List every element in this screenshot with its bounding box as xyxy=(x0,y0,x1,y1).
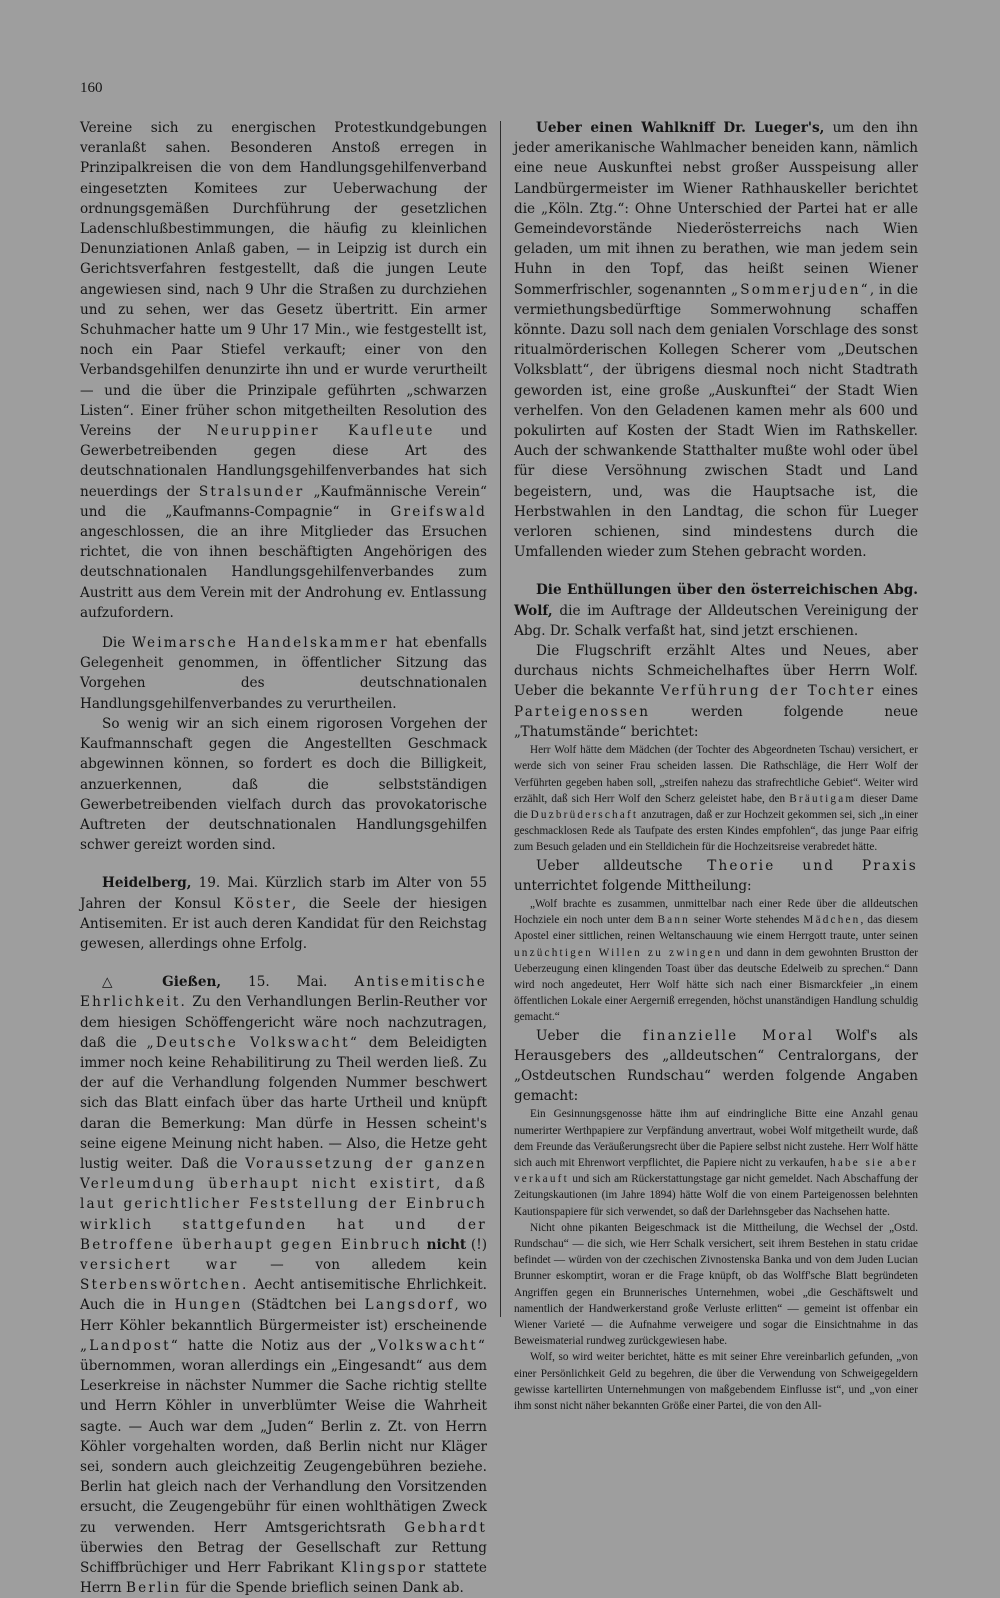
text: dieser Dame die xyxy=(514,792,918,821)
spaced-text: Berlin xyxy=(125,1580,182,1597)
quote-tochter xyxy=(514,742,918,855)
text: anzutragen, daß er zur Hochzeit gekommen sei, sich „in einer geschmacklosen Rede als Taufpate des ersten Kindes empfohlen“, das junge Paar eifrig zum Besuch geladen und ein Stelldichein für die Hochzeitsreise verabredet hätte. xyxy=(514,808,919,854)
spaced-text: unzüchtigen Willen zu zwingen xyxy=(514,946,723,959)
spaced-text: Mädchen xyxy=(803,914,861,927)
text: , die Seele der hiesigen Antisemiten. Er ist auch deren Kandidat für den Reichstag gewesen, allerdings ohne Erfolg. xyxy=(80,895,487,952)
text: Ueber die xyxy=(536,1027,622,1044)
article-heading: Die Enthüllungen über den österreichischen Abg. Wolf, xyxy=(514,582,918,619)
text: Ueber alldeutsche xyxy=(536,857,683,874)
text: Vereine sich zu energischen Protestkundgebungen veranlaßt sahen. Besonderen Anstoß erregen in Prinzipalkreisen die von dem Handlungsgehilfenverband eingesetzten Komitees zur Ueberwachung der ordnungsgemäßen Durchführung der gesetzlichen Ladenschlußbestimmungen, die häufig zu kleinlichen Denunziationen Anlaß gaben, — in Leipzig ist durch ein Gerichtsverfahren festgestellt, daß die jungen Leute angewiesen sind, nach 9 Uhr die Straßen zu durchziehen und zu sehen, wer das Gesetz übertritt. Ein armer Schuhmacher hatte um 9 Uhr 17 Min., wie festgestellt ist, noch ein Paar Stiefel verkauft; einer von den Verbandsgehilfen denunzirte ihn und er wurde verurtheilt — und die über die Prinzipale geführten „schwarzen Listen“. Einer früher schon mitgetheilten Resolution des Vereins der xyxy=(80,120,487,440)
spaced-text: finanzielle Moral xyxy=(642,1027,815,1044)
spaced-text: habe sie aber verkauft xyxy=(514,1156,918,1186)
spaced-text: Köster xyxy=(233,895,292,912)
text: , das diesem Apostel einer sittlichen, reinen Weltanschauung wie einem Herrgott traute, unter seinen xyxy=(514,914,919,943)
text: seiner Worte stehendes xyxy=(694,914,800,927)
text: dem Beleidigten immer noch keine Rehabilitirung zu Theil werden ließ. Zu der auf die Verhandlung folgenden Nummer beschwert sich das Blatt einfach über das harte Urtheil und knüpft daran die Bemerkung: Man dürfe in Hessen scheint's seine eigene Meinung nicht haben. — Also, die Hetze geht lustig weiter. Daß die xyxy=(80,1034,488,1172)
paragraph-moral xyxy=(514,1026,918,1107)
spaced-text: Theorie und Praxis xyxy=(707,857,918,874)
spaced-text: „Deutsche Volkswacht“ xyxy=(146,1034,359,1051)
text: überwies den Betrag der Gesellschaft zur Rettung Schiffbrüchiger und Herr Fabrikant xyxy=(80,1539,487,1577)
article-heading: Heidelberg, xyxy=(102,875,192,892)
text: Zu den Verhandlungen Berlin-Reuther vor dem hiesigen Schöffengericht wäre noch nachzutragen, daß die xyxy=(80,994,487,1051)
spaced-text: Hungen xyxy=(174,1297,243,1314)
spaced-text: „Landpost“ xyxy=(80,1337,180,1354)
paragraph-flugschrift xyxy=(514,641,918,742)
bold-text: nicht xyxy=(426,1236,467,1253)
right-column xyxy=(514,118,918,1414)
spaced-text: Bräutigam xyxy=(789,792,857,805)
spaced-text: Parteigenossen xyxy=(514,703,651,720)
paragraph-kaufmannschaft xyxy=(80,714,487,855)
text: eines xyxy=(881,683,918,700)
text: „Wolf brachte es zusammen, unmittelbar nach einer Rede über die alldeutschen Hochziele ein noch unter dem xyxy=(514,897,918,927)
paragraph-protest xyxy=(80,118,487,623)
spaced-text: „Sommerjuden“ xyxy=(730,281,870,298)
text: Die xyxy=(102,635,126,652)
spaced-text: Klingspor xyxy=(340,1560,428,1577)
text: für die Spende brieflich seinen Dank ab. xyxy=(185,1580,464,1597)
spaced-text: Voraussetzung der ganzen Verleumdung überhaupt nicht existirt, daß laut gerichtlicher Feststellung der Einbruch wirklich stattgefunden hat und der Betroffene überhaupt gegen Einbruch xyxy=(80,1155,488,1253)
quote-ehre: Wolf, so wird weiter berichtet, hätte es mit seiner Ehre vereinbarlich gefunden, „von einer Persönlichkeit Geld zu begehren, die über die Verwendung von Schweigegeldern gewisse kartellirten Unternehmungen von maßgebendem Einflusse ist“, und „von einer ihm sonst nicht näher bekannten Größe einer Partei, die von den All- xyxy=(514,1351,918,1413)
text: Herr Wolf hätte dem Mädchen (der Tochter des Abgeordneten Tschau) versichert, er werde sich von seiner Frau scheiden lassen. Die Rathschläge, die Herr Wolf der Verführten gegeben haben soll, „streifen nahezu das strafrechtliche Gebiet“. Weiter wird erzählt, daß sich Herr Wolf den Scherz geleistet habe, den xyxy=(514,744,918,805)
text: unterrichtet folgende Mittheilung: xyxy=(514,877,752,894)
quote-wechsel: Nicht ohne pikanten Beigeschmack ist die Mittheilung, die Wechsel der „Ostd. Rundschau“ — die sich, wie Herr Schalk versichert, seit ihrem Bestehen in statu cridae befindet — würden von der czechischen Zivnostenska Banka und von dem Juden Lucian Brunner eskomptirt, woran er die Frage knüpft, ob das Wolff'sche Blatt begründeten Angriffen gegen ein Brunnerisches Unternehmen, wobei „die Geschäftswelt und namentlich der Handwerkerstand große Verluste erlitten“ — gemeint ist offenbar ein Wiener Varieté — die Aufnahme verweigere und sogar die Einsichtnahme in das Beweismaterial rundweg zurückgewiesen habe. xyxy=(514,1221,918,1348)
text: die im Auftrage der Alldeutschen Vereinigung der Abg. Dr. Schalk verfaßt hat, sind jetzt erschienen. xyxy=(514,602,918,639)
paragraph-theorie xyxy=(514,856,918,896)
article-heading: Ueber einen Wahlkniff Dr. Lueger's, xyxy=(536,120,825,136)
text: hatte die Notiz aus der xyxy=(188,1337,362,1354)
spaced-text: Bann xyxy=(657,914,690,927)
article-heidelberg xyxy=(80,873,487,954)
article-lueger xyxy=(514,118,918,562)
spaced-text: versichert war xyxy=(80,1256,239,1273)
spaced-text: Gebhardt xyxy=(404,1519,487,1536)
text: stattete Herrn xyxy=(80,1560,487,1597)
spaced-text: Langsdorf xyxy=(364,1297,455,1314)
page-number: 160 xyxy=(80,80,103,96)
text: , wo Herr Köhler bekanntlich Bürgermeister ist) erscheinende xyxy=(80,1297,488,1334)
spaced-text: Verführung der Tochter xyxy=(660,683,876,700)
spaced-text: „Volkswacht“ xyxy=(369,1337,488,1354)
spaced-text: Greifswald xyxy=(390,503,487,520)
text: und sich am Rückerstattungstage gar nicht gemeldet. Nach Abschaffung der Zeitungskautionen (im Jahre 1894) hätte Wolf die von einem Parteigenossen belehnten Kautionspapiere für sich verwendet, so daß der Darlehnsgeber das Nachsehen hatte. xyxy=(514,1173,919,1218)
article-giessen xyxy=(80,972,487,1598)
paragraph-weimar xyxy=(80,633,487,714)
spaced-text: Weimarsche Handelskammer xyxy=(131,635,389,652)
spaced-text: Duzbrüderschaft xyxy=(530,808,639,821)
text: und dann in dem gewohnten Brustton der Ueberzeugung einen klingenden Toast über das deutsche Edelweib zu sprechen.“ Dann wird noch angedeutet, Herr Wolf hätte sich nach einer Bismarckfeier „in einem öffentlichen Lokale einer Aergerniß erregenden, höchst unanständigen Handlung schuldig gemacht.“ xyxy=(514,946,918,1024)
quote-theorie xyxy=(514,896,918,1026)
text: (!) xyxy=(470,1236,487,1253)
triangle-mark: △ xyxy=(102,974,136,991)
text: übernommen, woran allerdings ein „Eingesandt“ aus dem Leserkreise in nächster Nummer die Sache richtig stellte und Herrn Köhler in unverblümter Weise die Wahrheit sagte. — Auch war dem „Juden“ Berlin z. Zt. von Herrn Köhler vorgehalten worden, daß Berlin nicht nur Kläger sei, sondern auch gleichzeitig Zeugengebühren beziehe. Berlin hat gleich nach der Verhandlung den Vorsitzenden ersucht, die Zeugengebühr für einen wohlthätigen Zweck zu verwenden. Herr Amtsgerichtsrath xyxy=(80,1357,487,1536)
text: angeschlossen, die an ihre Mitglieder das Ersuchen richtet, die von ihnen beschäftigten Angehörigen des deutschnationalen Handlungsgehilfenverbandes zum Austritt aus dem Verein mit der Androhung ev. Entlassung aufzufordern. xyxy=(80,524,487,621)
text: Die Flugschrift erzählt Altes und Neues, aber durchaus nichts Schmeichelhaftes über Herrn Wolf. Ueber die bekannte xyxy=(514,643,918,700)
text: werden folgende neue „Thatumstände“ berichtet: xyxy=(514,703,918,740)
text: 15. Mai. xyxy=(248,974,328,991)
text: hat ebenfalls Gelegenheit genommen, in öffentlicher Sitzung das Vorgehen des deutschnationalen Handlungsgehilfenverbandes zu verurtheilen. xyxy=(80,635,487,712)
article-wolf xyxy=(514,580,918,641)
article-heading: Gießen, xyxy=(162,974,222,991)
spaced-text: Stralsunder xyxy=(198,483,305,500)
text: , in die vermiethungsbedürftige Sommerwohnung schaffen könnte. Dazu soll nach dem genialen Vorschlage des sonst ritualmörderischen Kollegen Scherer vom „Deutschen Volksblatt“, der übrigens diesmal noch nicht Stadtrath geworden ist, eine große „Auskunftei“ der Stadt Wien verhelfen. Von den Geladenen kamen mehr als 600 und pokulirten auf Kosten der Stadt Wien im Rathskeller. Auch der schwankende Statthalter mußte wohl oder übel für diese Versöhnung zwischen Stadt und Land begeistern, und, was die Hauptsache ist, die Herbstwahlen in den Landtag, die schon für Lueger verloren schienen, sind mindestens durch die Umfallenden wieder zum Stehen gebracht worden. xyxy=(514,281,918,561)
text: Wolf's als Herausgebers des „alldeutschen“ Centralorgans, der „Ostdeutschen Rundschau“ werden folgende Angaben gemacht: xyxy=(514,1027,918,1105)
text: „Kaufmännische Verein“ und die „Kaufmanns-Compagnie“ in xyxy=(80,483,488,520)
column-divider xyxy=(500,121,501,1317)
text: Aecht antisemitische Ehrlichkeit. Auch die in xyxy=(80,1277,487,1314)
spaced-text: Antisemitische Ehrlichkeit. xyxy=(80,974,488,1011)
text: um den ihn jeder amerikanische Wahlmacher beneiden kann, nämlich eine neue Auskunftei nebst großer Ausspeisung aller Landbürgermeister im Wiener Rathhauskeller berichtet die „Köln. Ztg.“: Ohne Unterschied der Partei hat er alle Gemeindevorstände Niederösterreichs nach Wien geladen, um mit ihnen zu berathen, wie man jedem sein Huhn in den Topf, das heißt seinen Wiener Sommerfrischler, sogenannten xyxy=(514,120,918,298)
text: (Städtchen bei xyxy=(251,1297,357,1314)
text: 19. Mai. Kürzlich starb im Alter von 55 Jahren der Konsul xyxy=(80,875,487,912)
text: und Gewerbetreibenden gegen diese Art des deutschnationalen Handlungsgehilfenverbandes hat sich neuerdings der xyxy=(80,423,488,500)
spaced-text: Sterbenswörtchen. xyxy=(80,1277,249,1294)
spaced-text: Neuruppiner Kaufleute xyxy=(206,423,435,440)
text: — von alledem kein xyxy=(270,1256,488,1273)
left-column xyxy=(80,118,487,1598)
text: Ein Gesinnungsgenosse hätte ihm auf eindringliche Bitte eine Anzahl genau numerirter Werthpapiere zur Verpfändung anvertraut, wobei Wolf mitgetheilt wurde, daß dem Freunde das Veräußerungsrecht über die Papiere selbst nicht zustehe. Herr Wolf hätte sich auch mit Ehrenwort verpflichtet, die Papiere nicht zu verkaufen, xyxy=(514,1108,918,1169)
quote-moral xyxy=(514,1106,918,1414)
text: So wenig wir an sich einem rigorosen Vorgehen der Kaufmannschaft gegen die Angestellten Geschmack abgewinnen können, so fordert es doch die Billigkeit, anzuerkennen, daß die selbstständigen Gewerbetreibenden vielfach durch das provokatorische Auftreten der deutschnationalen Handlungsgehilfen schwer gereizt worden sind. xyxy=(80,715,487,854)
